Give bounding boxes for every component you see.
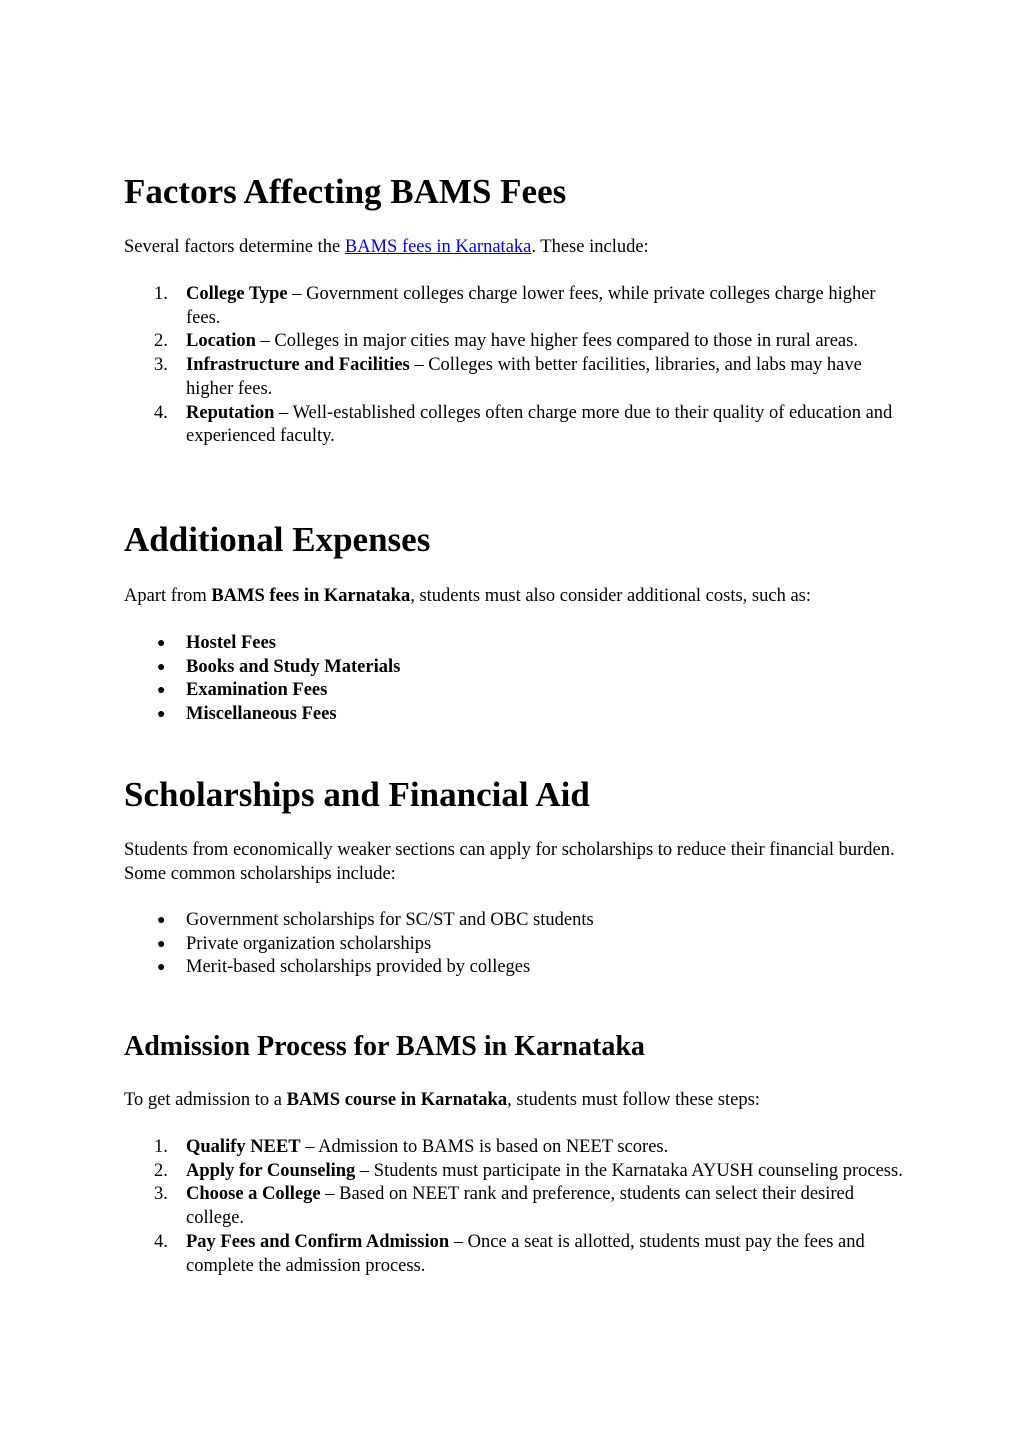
admission-intro-text: To get admission to a	[124, 1090, 287, 1110]
list-number: 1.	[154, 1137, 168, 1157]
list-number: 2.	[154, 331, 168, 352]
bams-fees-link[interactable]: BAMS fees in Karnataka	[344, 237, 532, 257]
list-item-term: Choose a College	[186, 1184, 321, 1205]
list-number: 3.	[154, 355, 168, 376]
list-number: 3.	[154, 1184, 168, 1205]
list-item	[124, 632, 904, 656]
admission-steps-list	[124, 1136, 904, 1278]
list-item-term: Infrastructure and Facilities	[186, 355, 410, 376]
bullet-icon: ●	[157, 960, 166, 976]
list-item	[124, 679, 904, 703]
list-item-term: Pay Fees and Confirm Admission	[186, 1231, 450, 1252]
expenses-intro	[124, 584, 904, 608]
list-item	[124, 1231, 904, 1278]
expenses-intro-text: Apart from	[124, 586, 212, 606]
list-item	[124, 656, 904, 680]
list-item-text: Books and Study Materials	[186, 656, 401, 677]
heading-factors: Factors Affecting BAMS Fees	[124, 172, 567, 211]
heading-admission-process: Admission Process for BAMS in Karnataka	[124, 1031, 645, 1062]
list-item	[124, 909, 904, 933]
factors-intro-suffix: . These include:	[531, 237, 649, 257]
bullet-icon: ●	[157, 659, 166, 675]
list-item-term: Reputation	[186, 402, 275, 423]
list-item	[124, 354, 904, 401]
list-item-text: – Government colleges charge lower fees, while private colleges charge higher fees.	[186, 284, 876, 328]
list-item-text: Merit-based scholarships provided by colleges	[186, 957, 531, 978]
list-number: 4.	[154, 1231, 168, 1252]
scholarships-intro: Students from economically weaker sections can apply for scholarships to reduce their financial burden. Some common scholarships include:	[124, 840, 895, 884]
expenses-list	[124, 632, 904, 727]
list-item	[124, 283, 904, 330]
list-item-term: Location	[186, 331, 256, 352]
list-item-text: Examination Fees	[186, 680, 328, 701]
bullet-icon: ●	[157, 913, 166, 928]
bullet-icon: ●	[157, 707, 166, 723]
list-item-text: – Based on NEET rank and preference, students can select their desired college.	[186, 1184, 855, 1229]
list-item	[124, 330, 904, 354]
list-item	[124, 703, 904, 727]
bullet-icon: ●	[157, 636, 166, 651]
factors-intro	[124, 235, 904, 259]
bullet-icon: ●	[157, 683, 166, 699]
list-item-text: – Well-established colleges often charge more due to their quality of education and experienced faculty.	[186, 402, 893, 447]
list-item-text: Hostel Fees	[186, 633, 276, 653]
list-item-text: Miscellaneous Fees	[186, 704, 337, 725]
list-item-text: Private organization scholarships	[186, 933, 432, 954]
list-item	[124, 1160, 904, 1184]
admission-intro-suffix: , students must follow these steps:	[507, 1090, 760, 1110]
list-item	[124, 1183, 904, 1230]
expenses-intro-bold: BAMS fees in Karnataka	[211, 586, 411, 606]
list-item	[124, 956, 904, 980]
list-item-term: Qualify NEET	[186, 1137, 301, 1157]
list-number: 4.	[154, 402, 168, 423]
list-item-term: Apply for Counseling	[186, 1160, 356, 1181]
admission-intro-bold: BAMS course in Karnataka	[286, 1090, 508, 1110]
list-item	[124, 1136, 904, 1160]
list-item	[124, 402, 904, 449]
heading-additional-expenses: Additional Expenses	[124, 520, 431, 559]
list-item-text: – Colleges with better facilities, libraries, and labs may have higher fees.	[186, 355, 862, 399]
list-number: 2.	[154, 1160, 168, 1181]
list-item-text: – Once a seat is allotted, students must pay the fees and complete the admission process.	[186, 1231, 865, 1276]
factors-intro-text: Several factors determine the	[124, 237, 345, 257]
heading-scholarships: Scholarships and Financial Aid	[124, 775, 590, 814]
scholarships-list	[124, 909, 904, 980]
list-item-text: – Colleges in major cities may have higher fees compared to those in rural areas.	[255, 331, 858, 352]
list-number: 1.	[154, 284, 168, 304]
list-item-text: – Admission to BAMS is based on NEET scores.	[300, 1137, 669, 1157]
admission-intro	[124, 1088, 904, 1112]
list-item-term: College Type	[186, 284, 288, 304]
expenses-intro-suffix: , students must also consider additional costs, such as:	[410, 586, 812, 606]
bullet-icon: ●	[157, 936, 166, 952]
factors-list	[124, 283, 904, 449]
list-item-text: – Students must participate in the Karnataka AYUSH counseling process.	[355, 1160, 903, 1181]
list-item	[124, 933, 904, 957]
list-item-text: Government scholarships for SC/ST and OBC students	[186, 910, 594, 930]
